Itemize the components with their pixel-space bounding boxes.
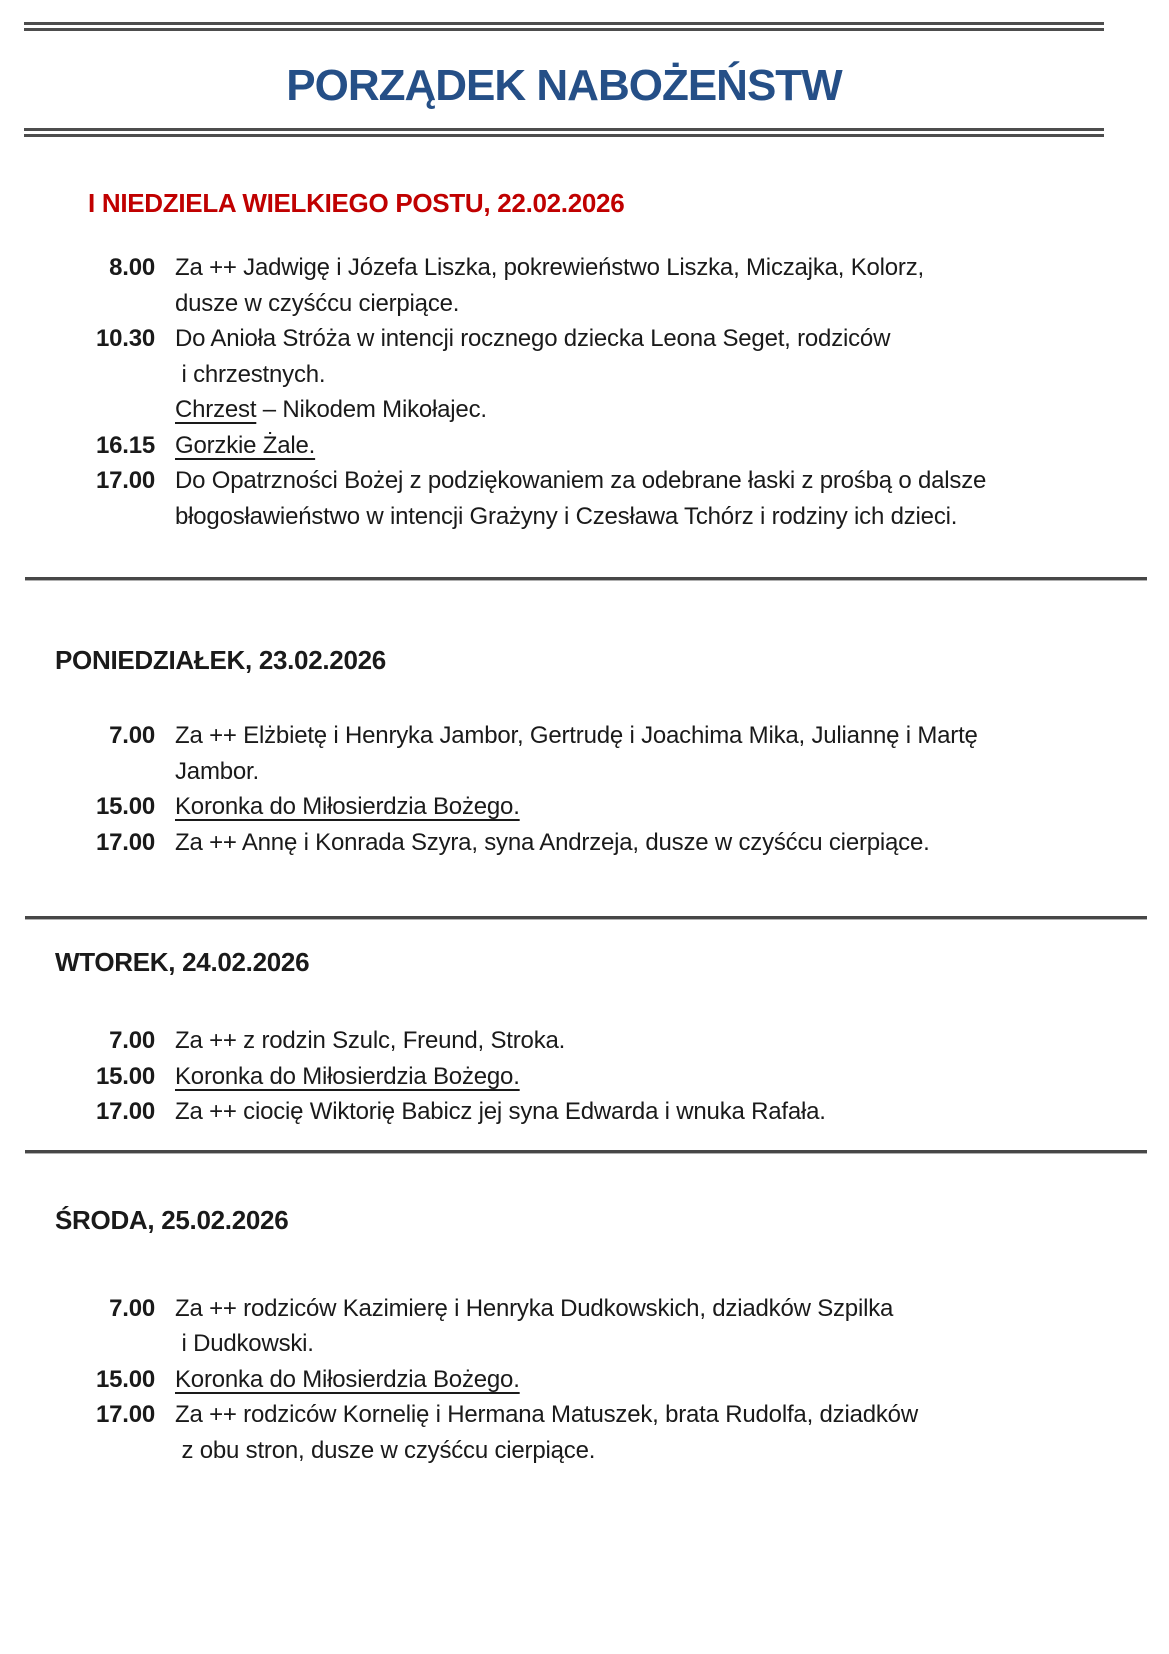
entry-line xyxy=(175,357,1169,393)
schedule-entry xyxy=(0,463,1169,534)
entry-line xyxy=(175,718,1169,754)
schedule-entry xyxy=(0,1291,1169,1362)
entry-line xyxy=(175,463,1169,499)
section-divider xyxy=(25,577,1147,581)
entry-line xyxy=(175,1094,1169,1130)
entry-text: Za ++ z rodzin Szulc, Freund, Stroka. xyxy=(175,1027,566,1054)
entry-text: Do Opatrzności Bożej z podziękowaniem za odebrane łaski z prośbą o dalsze xyxy=(175,467,987,494)
entry-lines xyxy=(155,718,1169,789)
section-heading-monday: PONIEDZIAŁEK, 23.02.2026 xyxy=(55,645,386,675)
entry-text: Za ++ Jadwigę i Józefa Liszka, pokrewieństwo Liszka, Miczajka, Kolorz, xyxy=(175,254,924,281)
entry-line xyxy=(175,1023,1169,1059)
entry-lines xyxy=(155,1397,1169,1468)
entry-time: 17.00 xyxy=(95,1098,155,1125)
entry-text: Za ++ rodziców Kornelię i Hermana Matuszek, brata Rudolfa, dziadków xyxy=(175,1401,918,1428)
schedule-entry xyxy=(0,1397,1169,1468)
entry-lines xyxy=(155,321,1169,428)
entry-line xyxy=(175,754,1169,790)
entry-lines xyxy=(155,428,1169,464)
page-title: PORZĄDEK NABOŻEŃSTW xyxy=(286,61,842,110)
entry-time: 16.15 xyxy=(95,431,155,459)
entry-text: i Dudkowski. xyxy=(175,1330,314,1357)
entry-line xyxy=(175,789,1169,825)
entry-time: 17.00 xyxy=(95,467,155,494)
underlined-text: Chrzest xyxy=(175,396,257,423)
schedule-entry xyxy=(0,250,1169,321)
entry-line xyxy=(175,825,1169,861)
entry-lines xyxy=(155,1362,1169,1398)
entry-text: dusze w czyśćcu cierpiące. xyxy=(175,289,460,317)
section-heading-sunday: I NIEDZIELA WIELKIEGO POSTU, 22.02.2026 xyxy=(88,188,625,218)
entry-text: Za ++ ciocię Wiktorię Babicz jej syna Edwarda i wnuka Rafała. xyxy=(175,1098,826,1125)
entry-text: Jambor. xyxy=(175,757,259,785)
entry-time: 15.00 xyxy=(95,793,155,820)
entry-line xyxy=(175,1397,1169,1433)
schedule-entry xyxy=(0,825,1169,861)
section-monday xyxy=(0,645,1169,860)
entry-time: 15.00 xyxy=(95,1062,155,1090)
underlined-text: Gorzkie Żale. xyxy=(175,431,316,459)
entry-time: 17.00 xyxy=(95,828,155,856)
rule-bar xyxy=(24,28,1104,31)
schedule-entry xyxy=(0,428,1169,464)
entry-lines xyxy=(155,789,1169,825)
entry-time: 15.00 xyxy=(95,1365,155,1393)
schedule-list-monday xyxy=(0,718,1169,860)
entry-time: 7.00 xyxy=(109,1027,155,1054)
entry-line xyxy=(175,1326,1169,1362)
section-heading-tuesday: WTOREK, 24.02.2026 xyxy=(55,947,310,977)
section-sunday xyxy=(0,188,1169,534)
entry-text: błogosławieństwo w intencji Grażyny i Czesława Tchórz i rodziny ich dzieci. xyxy=(175,502,958,530)
entry-lines xyxy=(155,1291,1169,1362)
schedule-list-sunday xyxy=(0,250,1169,534)
entry-line xyxy=(175,1362,1169,1398)
schedule-list-wednesday xyxy=(0,1291,1169,1469)
entry-line xyxy=(175,428,1169,464)
schedule-list-tuesday xyxy=(0,1023,1169,1130)
section-divider xyxy=(25,1150,1147,1154)
entry-lines xyxy=(155,463,1169,534)
schedule-entry xyxy=(0,321,1169,428)
entry-lines xyxy=(155,1094,1169,1130)
entry-lines xyxy=(155,825,1169,861)
entry-text: z obu stron, dusze w czyśćcu cierpiące. xyxy=(175,1436,596,1464)
entry-lines xyxy=(155,250,1169,321)
entry-text: Za ++ Annę i Konrada Szyra, syna Andrzeja, dusze w czyśćcu cierpiące. xyxy=(175,828,930,856)
schedule-entry xyxy=(0,718,1169,789)
entry-line xyxy=(175,321,1169,357)
schedule-entry xyxy=(0,1094,1169,1130)
underlined-text: Koronka do Miłosierdzia Bożego. xyxy=(175,1062,520,1090)
entry-line xyxy=(175,1291,1169,1327)
entry-time: 7.00 xyxy=(109,1294,155,1322)
double-rule-bottom xyxy=(24,128,1104,137)
rule-bar xyxy=(24,134,1104,137)
underlined-text: Koronka do Miłosierdzia Bożego. xyxy=(175,1365,520,1393)
underlined-text: Koronka do Miłosierdzia Bożego. xyxy=(175,793,520,820)
entry-line xyxy=(175,392,1169,428)
entry-line xyxy=(175,250,1169,286)
entry-line xyxy=(175,1433,1169,1469)
entry-line xyxy=(175,286,1169,322)
section-wednesday xyxy=(0,1205,1169,1469)
entry-text: Do Anioła Stróża w intencji rocznego dziecka Leona Seget, rodziców xyxy=(175,325,891,352)
entry-line xyxy=(175,499,1169,535)
entry-text: i chrzestnych. xyxy=(175,360,326,388)
entry-lines xyxy=(155,1023,1169,1059)
section-tuesday xyxy=(0,947,1169,1130)
schedule-entry xyxy=(0,789,1169,825)
double-rule-top xyxy=(24,0,1104,31)
entry-time: 17.00 xyxy=(95,1401,155,1428)
entry-time: 7.00 xyxy=(109,722,155,749)
schedule-entry xyxy=(0,1059,1169,1095)
entry-line xyxy=(175,1059,1169,1095)
entry-time: 10.30 xyxy=(95,325,155,352)
entry-lines xyxy=(155,1059,1169,1095)
entry-text: – Nikodem Mikołajec. xyxy=(256,396,487,423)
section-heading-wednesday: ŚRODA, 25.02.2026 xyxy=(55,1204,289,1235)
entry-text: Za ++ Elżbietę i Henryka Jambor, Gertrudę i Joachima Mika, Juliannę i Martę xyxy=(175,722,978,749)
section-divider xyxy=(25,916,1147,920)
entry-text: Za ++ rodziców Kazimierę i Henryka Dudkowskich, dziadków Szpilka xyxy=(175,1294,894,1322)
schedule-entry xyxy=(0,1362,1169,1398)
schedule-entry xyxy=(0,1023,1169,1059)
entry-time: 8.00 xyxy=(109,254,155,281)
